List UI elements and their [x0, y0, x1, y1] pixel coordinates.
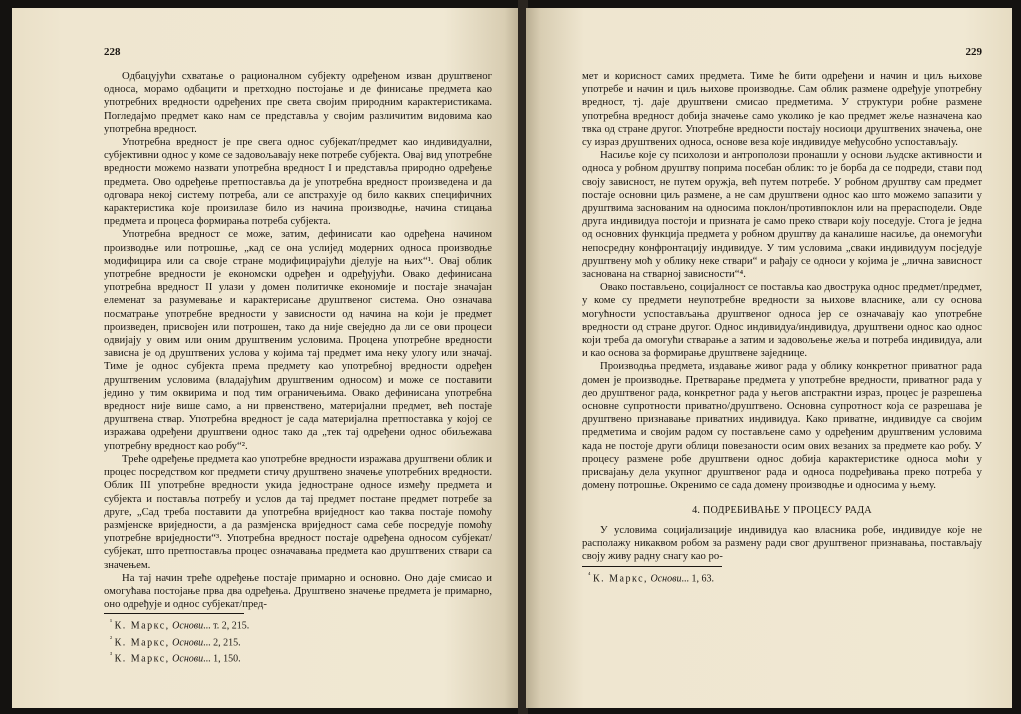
footnote: $^{^4}$ К. Маркс, Основи... 1, 63. — [588, 571, 714, 585]
paragraph: мет и корисност самих предмета. Тиме ће бити одређени и начин и циљ њихове употребе и начин и циљ њихове производње. Сам облик размене одређује употребну вредност, тј. даје друштвени смисао предметима. У структури робне размене употребна вредност добија значење само уколико је као предмет жеље назначена као твка од стране другог. Употребне вредности постају носиоци друштвених значења, оне су израз друштвених односа, основе веза које индивидуе међусобно успостављају. — [582, 70, 982, 149]
footnote: $^{^1}$ К. Маркс, Основи... т. 2, 215. — [110, 618, 250, 632]
right-body — [582, 70, 982, 563]
paragraph: Овако постављено, социјалност се поставља као двострука однос предмет/предмет, у коме су предмети неупотребне вредности за њихове власнике, али су основа могућности успостављања друштвеног односа јер се означавају као употребне вредности од стране другог. Однос индивидуа/индивидуа, друштвени однос као однос који треба да омогући стварање а затим и задовољење жеља и потреба индивидуа, али и као основа за формирање друштвене заједнице. — [582, 281, 982, 360]
right-page — [526, 8, 1012, 708]
left-page — [12, 8, 520, 708]
paragraph: Одбацујући схватање о рационалном субјекту одређеном изван друштвеног односа, морамо одбацити и претходно постојање и де финисање предмета као употребних вредности одређених пре света својим природним карактеристикама. Погледајмо предмет како нам се представља у својим различитим видовима као употребна вредност. — [104, 70, 492, 135]
footnote: $^{^3}$ К. Маркс, Основи... 1, 150. — [110, 650, 241, 665]
page-number: 229 — [965, 46, 982, 58]
page-number: 228 — [104, 46, 121, 58]
left-body — [104, 70, 492, 611]
section-heading: 4. ПОДРЕБИВАЊЕ У ПРОЦЕСУ РАДА — [692, 504, 872, 516]
paragraph: Употребна вредност је пре свега однос субјекат/предмет као индивидуални, субјективни однос у коме се задовољавају неке потребе субјекта. Овај вид употребне вредности можемо назвати употребна вредност I и представља природно одређење предмета. Ово одређење претпоставља да је употребна вредност произведена и да одговара некој систему потреба, али се апстрахује од било каквих специфичних карактеристика које произилазе било из начина производње, начина стицања предмета и процеса формирања потреба субјекта. — [104, 136, 492, 228]
paragraph: Употребна вредност се може, затим, дефинисати као одређена начином производње или потрошње, „кад се она услијед модерних односа производње модифицира или са своје стране модифицирајући дјелује на њих“¹. Овај облик употребне вредности је економски одређен и одређујући. Овако дефинисана употребна вредност II улази у домен политичке економије и постаје значајан елеменат за разумевање и карактерисање друштвеног система. Оно означава посматрање употребне вредности у зависности од начина на који је предмет произведен, присвојен или потрошен, тако да није свеједно да ли се ови процеси одвијају у овим или оним друштвеним условима. Процена употребне вредности зависна је од друштвених услова у којима тај предмет има неку улогу или значај. Тиме је однос субјекта према предмету као употребној вредности одређен друштвеним условима (владајућим друштвеним односом) и може се поставити једино у тим оквирима и под тим ограничењима. Овако дефинисана употребна вредност није више само, а ни првенствено, материјални предмет, већ постаје друштвена ствар. Употребна вредност је сада материјална претпоставка у којој се изражава одређени друштвени однос тако да „тек тај одређени однос обиљежава употребну вредност као робу“². — [104, 228, 492, 452]
paragraph: На тај начин треће одређење постаје примарно и основно. Оно даје смисао и омогућава постојање прва два одређења. Друштвено значење предмета је примарно, оно одређује и однос субјекат/пред- — [104, 571, 492, 611]
footnotes — [104, 613, 250, 665]
paragraph: У условима социјализације индивидуа као власника робе, индивидуе које не располажу никаквом робом за размену ради свог друштвеног признавања, постављају своју живу радну снагу као ро- — [582, 523, 982, 562]
footnote: $^{^2}$ К. Маркс, Основи... 2, 215. — [110, 634, 241, 648]
paragraph: Производња предмета, издавање живог рада у облику конкретног приватног рада домен је производње. Претварање предмета у употребне вредности, приватног рада у део друштвеног рада, конкретног рада у његов апстрактни израз, процес је разрешења основне супротности приватно/друштвено. Основна супротност која се разрешава је друштвено признавање приватних индивидуа. Како приватне, индивидуе са својим предметима и својим радом су постављене само у одређеним друштвеним условима када не постоје други облици повезаности осим ових везаних за предмете као робу. У процесу размене робе друштвени однос добија карактеристике односа моћи у присвајању дела укупног друштвеног рада и односа подређивања преко потреба у домену потрошње. Окренимо се сада домену производње и односима у њему. — [582, 360, 982, 492]
footnotes — [582, 566, 722, 585]
paragraph: Треће одређење предмета као употребне вредности изражава друштвени облик и процес посредством ког предмети стичу друштвено значење употребних вредности. Облик III употребне вредности укида једностране односе између предмета и субјекта и поставља потребу и услов да тај предмет постане предмет потребе за друге, „Сад треба поставити да употребна вриједност као таква постаје помоћу размјенске вриједности, а да размјенска вриједност сама себе посредује помоћу употребне вриједности“³. Употребна вредност постаје одређена односом субјекат/субјекат, што претпоставља процес означавања предмета као друштвених ствари са значењем. — [104, 452, 492, 571]
paragraph: Насиље које су психолози и антрополози пронашли у основи људске активности и односа у робном друштву поприма посебан облик: то је борба да се подреди, стави под своју зависност, не путем оружја, већ путем потребе. У робном друштву сам предмет постаје основни циљ размене, а не сам друштвени однос као што можемо запазити у друштвима заснованим на односима поклон/противпоклон или на прерасподели. Овде друга индивидуа постоји и призната је само преко ствари коју поседује. Стога је једна од основних функција предмета у робном друштву да каналише насиље, да онемогући непосредну конфронтацију индивидуе. У тим условима „сваки индивидуум посједује друштвену моћ у облику неке ствари“ и рађају се односи у којима је „лична зависност заснована на стварној зависности“⁴. — [582, 149, 982, 281]
